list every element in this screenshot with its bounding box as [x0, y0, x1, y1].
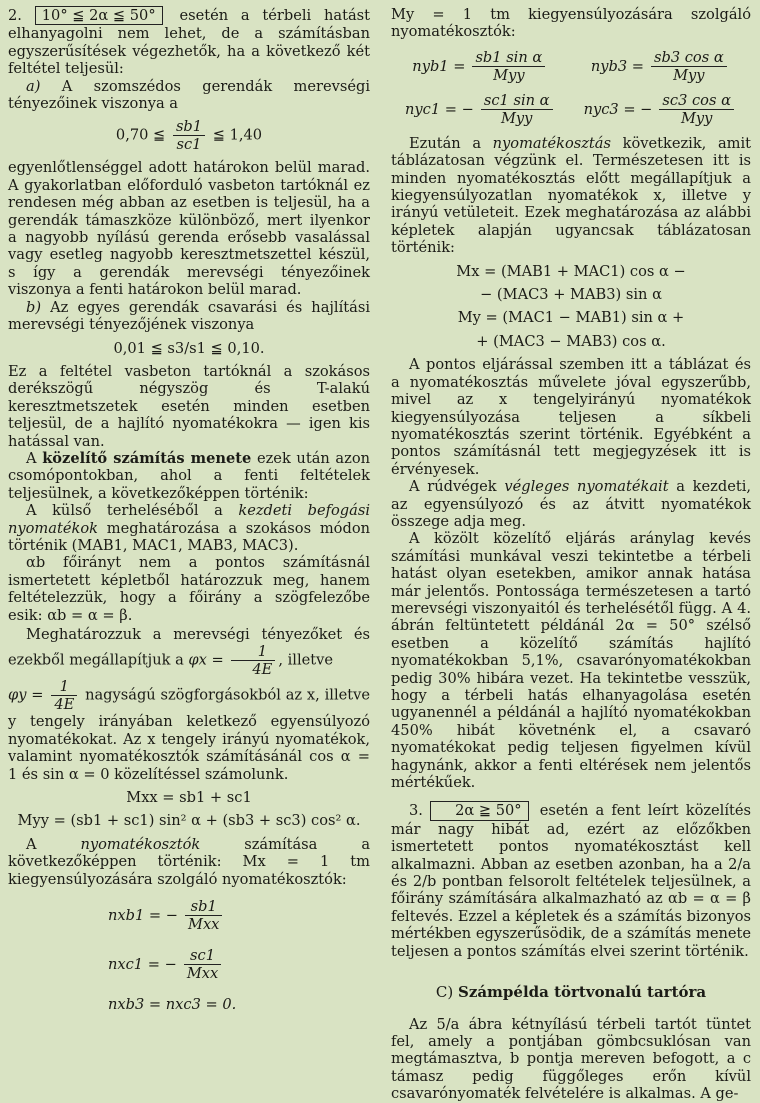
nxb1-fraction — [185, 898, 222, 933]
p9-end: számítása a következőképpen történik: Mx = 1 tm kiegyensúlyozására szolgáló nyomatékosztók: — [8, 835, 371, 888]
paragraph-7 — [8, 626, 370, 678]
nyb3-lhs: nyb3 = — [590, 57, 644, 75]
formula-nyc3 — [584, 92, 737, 127]
nxc1-fraction — [184, 947, 221, 982]
p9-italic: nyomatékosztók — [80, 835, 201, 853]
eq1-left: 0,70 ≦ — [115, 126, 166, 144]
formula-nxc1 — [108, 947, 370, 982]
eq1-numerator: sb1 — [173, 118, 205, 136]
r2-end: következik, amit táblázatosan végzünk el. Természetesen itt is minden nyomatékosztás előtt megállapítjuk a kiegyensúlyozatlan nyomatékok x, illetve y irányú vetületeit. Ezek meghatározása az alábbi képletek alapján ugyancsak táblázatosan történik: — [391, 134, 752, 257]
eq1-right: ≦ 1,40 — [212, 126, 263, 144]
x-distribution-factors — [108, 898, 370, 1013]
r4-italic: végleges nyomatékait — [504, 478, 669, 496]
phi-y-num: 1 — [51, 678, 77, 696]
phi-x: φx = — [188, 651, 224, 669]
case-3-angle-box: 2α ≧ 50° — [430, 801, 529, 820]
p4-end: ezek után azon csomópontokban, ahol a fenti feltételek teljesülnek, a következőképpen történik: — [8, 449, 370, 502]
right-paragraph-2 — [391, 135, 751, 257]
nyc1-fraction — [481, 92, 553, 127]
nyc3-den: Myy — [680, 109, 713, 127]
condition-b — [8, 299, 370, 334]
angle-range-box: 10° ≦ 2α ≦ 50° — [35, 6, 163, 25]
section-label: C) — [435, 983, 454, 1002]
nxb1-den: Mxx — [188, 916, 220, 934]
equation-torsion-ratio: 0,01 ≦ s3/s1 ≦ 0,10. — [113, 339, 265, 357]
equation-my-1: My = (MAC1 − MAB1) sin α + — [457, 309, 685, 327]
section-title: Számpélda törtvonalú tartóra — [457, 983, 707, 1002]
phi-x-fraction — [231, 643, 275, 678]
right-paragraph-5: A közölt közelítő eljárás aránylag kevés számítási munkával veszi tekintetbe a térbeli hatást olyan esetekben, amikor annak hatása már jelentős. Pontossága természetesen a tartó merevségi viszonyaitól és terhelésétől függ. A 4. ábrán feltüntetett példánál 2α = 50° szélső esetben a közelítő számítás hajlító nyomatékokban 5,1%, csavarónyomatékokban pedig 30% hibára vezet. Ha tekintetbe vesszük, hogy a térbeli hatás elhanyagolása esetén ugyanennél a példánál a hajlító nyomatékokban 450% hibát követnénk el, a csavaró nyomatékokat pedig teljesen figyelmen kívül hagynánk, akkor a fenti eltérések nem jelentős mértékűek. — [391, 530, 751, 792]
section-heading — [391, 984, 751, 1001]
phi-x-num: 1 — [231, 643, 275, 661]
nyc3-lhs: nyc3 = − — [583, 100, 653, 118]
paragraph-4 — [8, 450, 370, 502]
paragraph-5 — [8, 502, 370, 554]
equation-stiffness-ratio — [8, 118, 370, 153]
phi-x-den: 4E — [252, 661, 273, 679]
condition-a — [8, 78, 370, 113]
equation-myy: Myy = (sb1 + sc1) sin² α + (sb3 + sc3) cos² α. — [17, 812, 361, 830]
right-intro: My = 1 tm kiegyensúlyozására szolgáló nyomatékosztók: — [391, 6, 751, 41]
r4-start: A rúdvégek — [409, 478, 497, 496]
condition-b-label: b) — [26, 298, 42, 316]
y-factors-row-1 — [391, 49, 751, 84]
equation-mx-1: Mx = (MAB1 + MAC1) cos α − — [456, 262, 686, 280]
formula-nyb1 — [412, 49, 548, 84]
nyb3-fraction — [651, 49, 727, 84]
paragraph-case-2 — [8, 6, 370, 78]
condition-b-text: Az egyes gerendák csavarási és hajlítási merevségi tényezőjének viszonya — [8, 298, 370, 334]
nyb1-num: sb1 sin α — [472, 49, 545, 67]
p8-text: nagyságú szögforgásokból az x, illetve y tengely irányában keletkező egyensúlyozó nyomatékokat. Az x tengely irányú nyomatékok, valamint nyomatékosztók számításánál cos α = 1 és sin α = 0 közelítéssel számolunk. — [8, 686, 370, 783]
equation-mxx: Mxx = sb1 + sc1 — [126, 789, 252, 807]
r2-start: Ezután a — [409, 134, 482, 152]
formula-nyb3 — [591, 49, 730, 84]
nyb3-num: sb3 cos α — [651, 49, 727, 67]
p5-end: meghatározása a szokásos módon történik (MAB1, MAC1, MAB3, MAC3). — [8, 519, 370, 554]
r4-end: a kezdeti, az egyensúlyozó és az átvitt nyomatékok összege adja meg. — [391, 478, 752, 530]
y-factors-row-2 — [391, 92, 751, 127]
left-column — [8, 6, 370, 1013]
eq1-denominator: sc1 — [176, 136, 202, 154]
nyb1-lhs: nyb1 = — [412, 57, 466, 75]
r2-italic: nyomatékosztás — [492, 134, 611, 152]
nxc1-num: sc1 — [184, 947, 221, 965]
p9-start: A — [26, 835, 37, 853]
right-paragraph-4 — [391, 478, 751, 530]
nyb1-den: Myy — [493, 66, 525, 84]
formula-nxb1 — [108, 898, 370, 933]
phi-y: φy = — [8, 686, 44, 704]
nxc1-lhs: nxc1 = − — [108, 955, 177, 973]
case-3-number: 3. — [409, 802, 423, 820]
nyc1-num: sc1 sin α — [481, 92, 553, 110]
p5-italic: kezdeti befogási nyomatékok — [8, 502, 370, 537]
equation-mx-2: − (MAC3 + MAB3) sin α — [480, 286, 662, 304]
nyc3-fraction — [659, 92, 734, 127]
nxb1-lhs: nxb1 = − — [108, 906, 178, 924]
paragraph-3: Ez a feltétel vasbeton tartóknál a szokásos derékszögű négyszög és T-alakú keresztmetszetek esetén minden esetben teljesül, de a hajlító nyomatékokra — igen kis hatással van. — [8, 362, 370, 450]
paragraph-9 — [8, 836, 370, 888]
nxc1-den: Mxx — [186, 965, 219, 983]
p7-text: Meghatározzuk a merevségi tényezőket és ezekből megállapítjuk a — [8, 626, 370, 669]
paragraph-6: αb főirányt nem a pontos számításnál ismertetett képletből határozzuk meg, hanem feltételezzük, hogy a főirány a szögfelezőbe esik: αb = α = β. — [8, 554, 370, 624]
nyb3-den: Myy — [673, 66, 705, 84]
p4-bold: közelítő számítás menete — [42, 449, 252, 467]
formula-nxb3: nxb3 = nxc3 = 0. — [108, 996, 237, 1014]
formula-nyc1 — [405, 92, 555, 127]
paragraph-case-3 — [391, 801, 751, 960]
case-2-text: esetén a térbeli hatást elhanyagolni nem lehet, de a számításban egyszerűsítések végezhetők, ha a következő két feltétel teljesül: — [8, 7, 371, 78]
nyb1-fraction — [472, 49, 545, 84]
case-3-text: esetén a fent leírt közelítés már nagy hibát ad, ezért az előzőkben ismertetett pontos nyomatékosztást kell alkalmazni. Abban az esetben azonban, ha a 2/a és 2/b pontban felsorolt feltételek teljesülnek, a főirány számítására alkalmazható az αb = α = β feltevés. Ezzel a képletek és a számítás bizonyos mértékben egyszerűsödik, de a számítás menete teljesen a pontos számítás elvei szerint történik. — [391, 802, 752, 960]
right-paragraph-3: A pontos eljárással szemben itt a táblázat és a nyomatékosztás művelete jóval egyszerűbb, mivel az x tengelyirányú nyomatékok kiegyensúlyozása teljesen a síkbeli nyomatékosztás szerint történik. Egyébként a pontos számításnál tett megjegyzések itt is érvényesek. — [391, 356, 751, 478]
paragraph-8 — [8, 678, 370, 783]
nyc3-num: sc3 cos α — [659, 92, 734, 110]
equation-my-2: + (MAC3 − MAB3) cos α. — [476, 332, 666, 350]
condition-a-label: a) — [26, 77, 41, 95]
nxb1-num: sb1 — [185, 898, 222, 916]
paragraph-2: egyenlőtlenséggel adott határokon belül marad. A gyakorlatban előforduló vasbeton tartóknál ez rendesen még abban az esetben is teljesül, ha a gerendák támaszköze különböző, mert ilyenkor a nagyobb nyílású gerenda erősebb vasalással vagy esetleg nagyobb keresztmetszettel készül, s így a gerendák merevségi tényezőinek viszonya a fenti határokon belül marad. — [8, 159, 370, 299]
nyc1-lhs: nyc1 = − — [405, 100, 474, 118]
p4-start: A — [26, 449, 37, 467]
eq1-fraction — [173, 118, 205, 153]
p7-end: , illetve — [278, 651, 334, 669]
right-paragraph-7: Az 5/a ábra kétnyílású térbeli tartót tüntet fel, amely a pontjában gömbcsuklósan van megtámasztva, b pontja mereven befogott, a c támasz pedig függőleges erőn kívül csavarónyomaték felvételére is alkalmas. A ge- — [391, 1015, 751, 1103]
right-column — [391, 6, 751, 1103]
nyc1-den: Myy — [500, 109, 533, 127]
phi-y-fraction — [51, 678, 77, 713]
condition-a-text: A szomszédos gerendák merevségi tényezőinek viszonya a — [8, 77, 370, 113]
p5-start: A külső terheléséből a — [26, 502, 223, 520]
phi-y-den: 4E — [54, 696, 75, 714]
case-number: 2. — [8, 7, 22, 24]
